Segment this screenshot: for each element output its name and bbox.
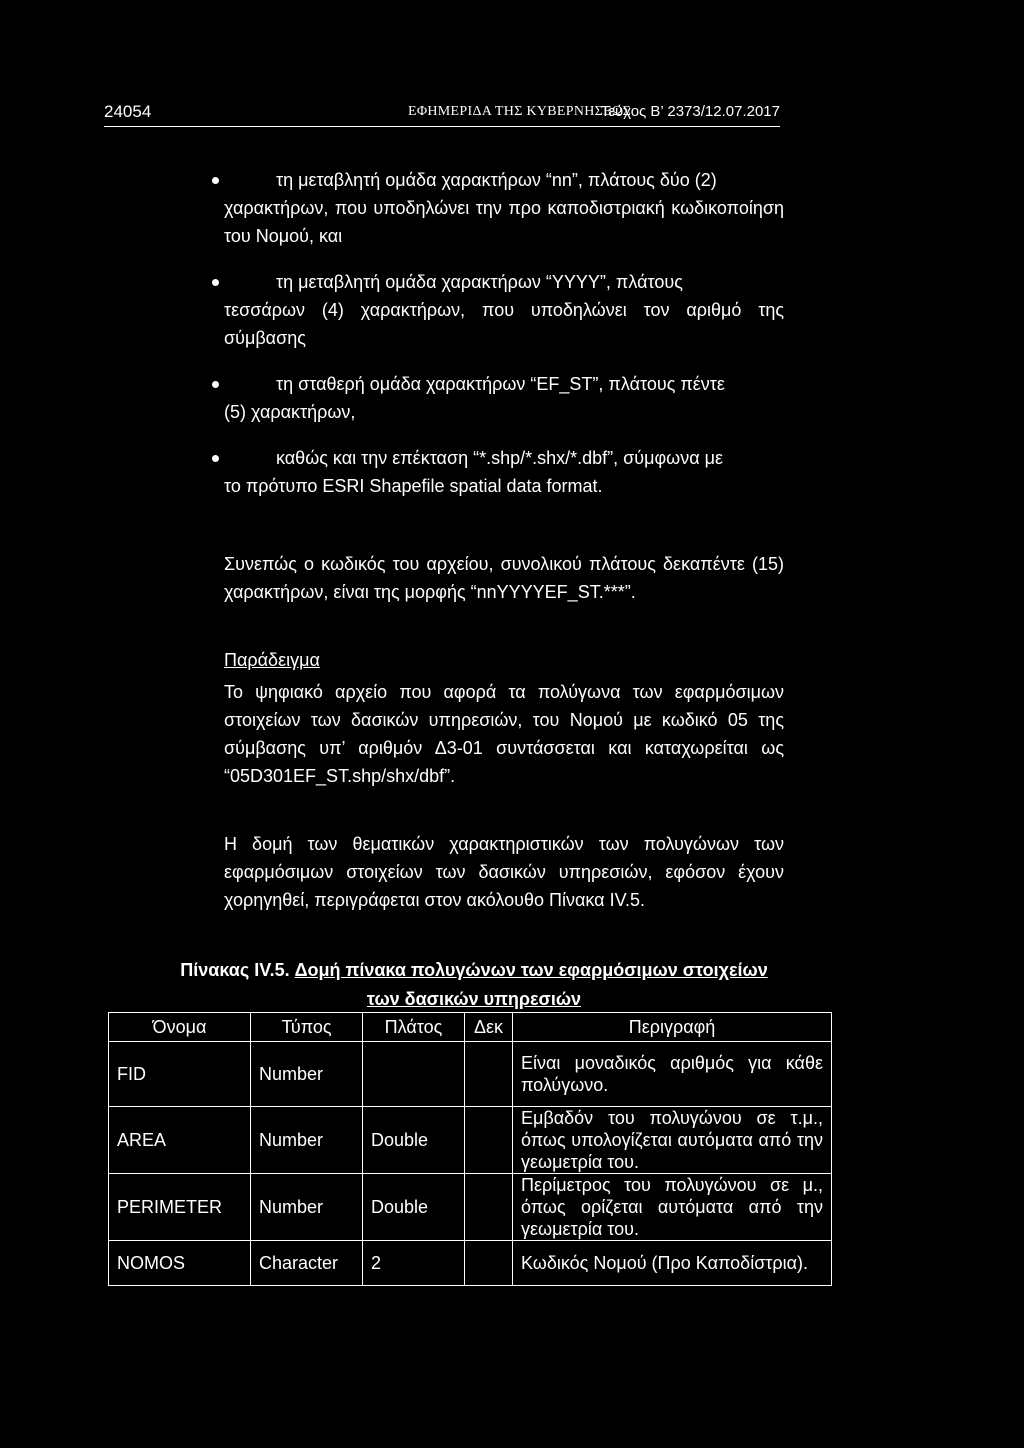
bullet-dot-icon [212, 455, 219, 462]
structure-table [108, 1012, 832, 1286]
cell-name: PERIMETER [109, 1174, 251, 1241]
cell-type: Number [251, 1042, 363, 1107]
cell-description: Είναι μοναδικός αριθμός για κάθε πολύγωνο. [513, 1042, 832, 1107]
cell-name: AREA [109, 1107, 251, 1174]
bullet-rest: (5) χαρακτήρων, [224, 402, 356, 422]
table-caption-line2: των δασικών υπηρεσιών [366, 989, 582, 1009]
table-row [109, 1042, 832, 1107]
bullet-dot-icon [212, 279, 219, 286]
cell-width: Double [363, 1107, 465, 1174]
col-header-name: Όνομα [109, 1013, 251, 1042]
table-row [109, 1107, 832, 1174]
main-content [224, 166, 784, 914]
page-number: 24054 [104, 102, 152, 121]
cell-description: Εμβαδόν του πολυγώνου σε τ.μ., όπως υπολογίζεται αυτόματα από την γεωμετρία του. [513, 1107, 832, 1174]
table-row [109, 1241, 832, 1286]
bullet-rest: χαρακτήρων, που υποδηλώνει την προ καποδιστριακή κωδικοποίηση του Νομού, και [224, 198, 784, 246]
cell-width [363, 1042, 465, 1107]
bullet-item [224, 268, 784, 352]
bullet-line1: τη μεταβλητή ομάδα χαρακτήρων “nn”, πλάτους δύο (2) [276, 170, 717, 190]
bullet-item [224, 166, 784, 250]
bullet-rest: το πρότυπο ESRI Shapefile spatial data format. [224, 476, 603, 496]
cell-dec [465, 1107, 513, 1174]
example-heading: Παράδειγμα [224, 650, 320, 670]
journal-title: ΕΦΗΜΕΡΙΔΑ ΤΗΣ ΚΥΒΕΡΝΗΣΕΩΣ [408, 104, 632, 119]
table-caption [104, 956, 844, 1014]
bullet-dot-icon [212, 177, 219, 184]
cell-width: Double [363, 1174, 465, 1241]
cell-type: Number [251, 1174, 363, 1241]
col-header-description: Περιγραφή [513, 1013, 832, 1042]
cell-dec [465, 1241, 513, 1286]
bullet-rest: τεσσάρων (4) χαρακτήρων, που υποδηλώνει τον αριθμό της σύμβασης [224, 300, 784, 348]
cell-width: 2 [363, 1241, 465, 1286]
table-row [109, 1174, 832, 1241]
bullet-line1: καθώς και την επέκταση “*.shp/*.shx/*.dbf”, σύμφωνα με [276, 448, 724, 468]
cell-name: FID [109, 1042, 251, 1107]
cell-dec [465, 1042, 513, 1107]
table-caption-prefix: Πίνακας IV.5. [180, 960, 295, 980]
col-header-dec: Δεκ [465, 1013, 513, 1042]
cell-description: Περίμετρος του πολυγώνου σε μ., όπως ορίζεται αυτόματα από την γεωμετρία του. [513, 1174, 832, 1241]
bullet-dot-icon [212, 381, 219, 388]
summary-paragraph: Συνεπώς ο κωδικός του αρχείου, συνολικού πλάτους δεκαπέντε (15) χαρακτήρων, είναι της μορφής “nnYYYYEF_ST.***”. [224, 554, 784, 602]
page-header [104, 98, 780, 127]
example-paragraph: Το ψηφιακό αρχείο που αφορά τα πολύγωνα των εφαρμόσιμων στοιχείων των δασικών υπηρεσιών, του Νομού με κωδικό 05 της σύμβασης υπ’ αριθμόν Δ3-01 συντάσσεται και καταχωρείται ως “05D301EF_ST.shp/shx/dbf”. [224, 682, 784, 786]
bullet-item [224, 444, 784, 500]
col-header-type: Τύπος [251, 1013, 363, 1042]
issue-info: Τεύχος Β’ 2373/12.07.2017 [600, 103, 780, 120]
bullet-line1: τη μεταβλητή ομάδα χαρακτήρων “YYYY”, πλάτους [276, 272, 683, 292]
cell-type: Number [251, 1107, 363, 1174]
table-caption-line1: Δομή πίνακα πολυγώνων των εφαρμόσιμων στοιχείων [294, 960, 768, 980]
table-header-row [109, 1013, 832, 1042]
col-header-width: Πλάτος [363, 1013, 465, 1042]
cell-name: NOMOS [109, 1241, 251, 1286]
bullet-item [224, 370, 784, 426]
bullet-line1: τη σταθερή ομάδα χαρακτήρων “EF_ST”, πλάτους πέντε [276, 374, 725, 394]
structure-paragraph: Η δομή των θεματικών χαρακτηριστικών των πολυγώνων των εφαρμόσιμων στοιχείων των δασικών υπηρεσιών, εφόσον έχουν χορηγηθεί, περιγράφεται στον ακόλουθο Πίνακα IV.5. [224, 834, 784, 910]
cell-type: Character [251, 1241, 363, 1286]
cell-description: Κωδικός Νομού (Προ Καποδίστρια). [513, 1241, 832, 1286]
cell-dec [465, 1174, 513, 1241]
